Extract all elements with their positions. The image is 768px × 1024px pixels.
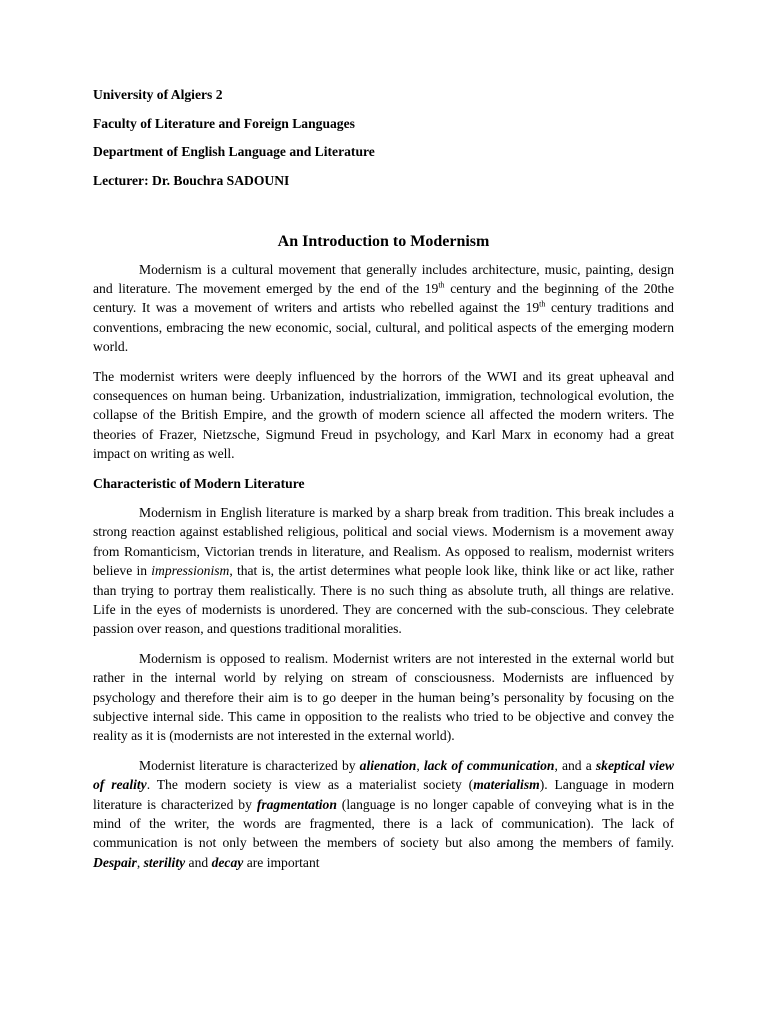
document-title: An Introduction to Modernism bbox=[277, 232, 490, 250]
faculty-name: Faculty of Literature and Foreign Languages bbox=[93, 115, 355, 131]
paragraph-break-from-tradition: Modernism in English literature is marked by a sharp break from tradition. This break includes a strong reaction against established religious, political and social views. Modernism is a movement away from Romanticism, Victorian trends in literature, and Realism. As opposed to realism, modernist writers believe in impressionism, that is, the artist determines what people look like, think like or act like, rather than trying to portray them realistically. There is no such thing as absolute truth, all things are relative. Life in the eyes of modernists is unordered. They are concerned with the sub-conscious. They celebrate passion over reason, and questions traditional moralities. bbox=[93, 504, 674, 637]
paragraph-opposed-to-realism: Modernism is opposed to realism. Modernist writers are not interested in the external world but rather in the internal world by relying on stream of consciousness. Modernists are influenced by psychology and therefore their aim is to go deeper in the human being’s personality by focusing on the subjective internal side. This came in opposition to the realists who tried to be objective and convey the reality as it is (modernists are not interested in the external world). bbox=[93, 650, 674, 744]
paragraph-characteristics: Modernist literature is characterized by alienation, lack of communication, and a skeptical view of reality. The modern society is view as a materialist society (materialism). Language in modern literature is characterized by fragmentation (language is no longer capable of conveying what is in the mind of the writer, the words are fragmented, there is a lack of communication). The lack of communication is not only between the members of society but also among the members of family. Despair, sterility and decay are important bbox=[93, 757, 675, 870]
department-name: Department of English Language and Literature bbox=[93, 144, 375, 159]
paragraph-influences: The modernist writers were deeply influenced by the horrors of the WWI and its great upheaval and consequences on human being. Urbanization, industrialization, immigration, technological evolution, the collapse of the British Empire, and the growth of modern science all affected the modern writers. The theories of Frazer, Nietzsche, Sigmund Freud in psychology, and Karl Marx in economy had a great impact on writing as well. bbox=[93, 368, 674, 462]
section-heading: Characteristic of Modern Literature bbox=[93, 475, 305, 491]
university-name: University of Algiers 2 bbox=[93, 87, 223, 102]
lecturer-name: Lecturer: Dr. Bouchra SADOUNI bbox=[93, 172, 290, 188]
paragraph-intro: Modernism is a cultural movement that generally includes architecture, music, painting, design and literature. The movement emerged by the end of the 19th century and the beginning of the 20the century. It was a movement of writers and artists who rebelled against the 19th century traditions and conventions, embracing the new economic, social, cultural, and political aspects of the emerging modern world. bbox=[93, 261, 674, 355]
document-page bbox=[93, 86, 674, 882]
